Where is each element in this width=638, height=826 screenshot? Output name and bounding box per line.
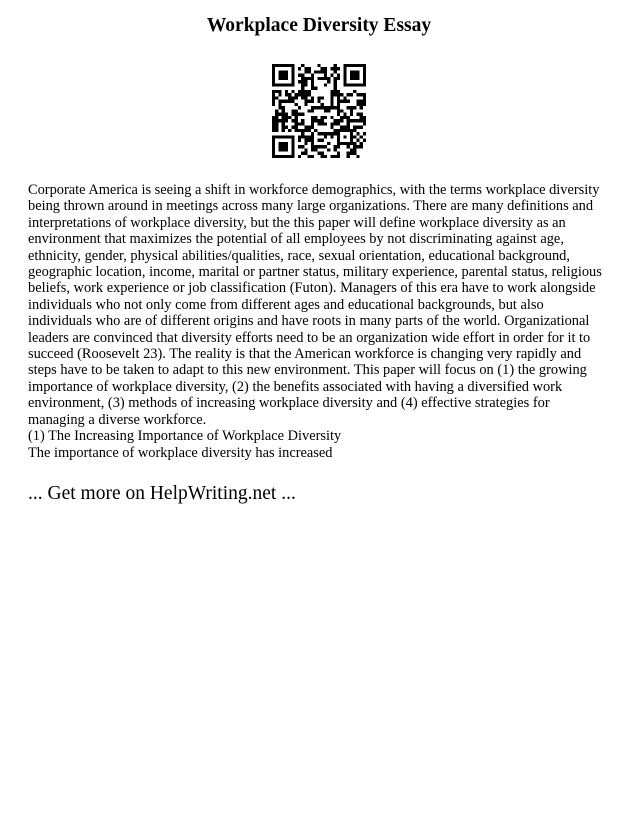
qr-code-icon [272, 64, 366, 158]
essay-paragraph: Corporate America is seeing a shift in workforce demographics, with the terms workplace diversity being thrown around in meetings across many large organizations. There are many definitions and interpretations of workplace diversity, but the this paper will define workplace diversity as an environment that maximizes the potential of all employees by not discriminating against age, ethnicity, gender, physical abilities/qualities, race, sexual orientation, educational background, geographic location, income, marital or partner status, military experience, parental status, religious beliefs, work experience or job classification (Futon). Managers of this era have to work alongside individuals who not only come from different ages and educational backgrounds, but also individuals who are of different origins and have roots in many parts of the world. Organizational leaders are convinced that diversity efforts need to be an organization wide effort in order for it to succeed (Roosevelt 23). The reality is that the American workforce is changing very rapidly and steps have to be taken to adapt to this new environment. This paper will focus on (1) the growing importance of workplace diversity, (2) the benefits associated with having a diversified work environment, (3) methods of increasing workplace diversity and (4) effective strategies for managing a diverse workforce. [28, 182, 602, 428]
essay-body [28, 182, 608, 461]
section-heading: (1) The Increasing Importance of Workplace Diversity [28, 428, 342, 445]
get-more-link[interactable]: ... Get more on HelpWriting.net ... [28, 483, 296, 504]
document-title: Workplace Diversity Essay [206, 15, 432, 36]
essay-paragraph: The importance of workplace diversity has increased [28, 444, 333, 461]
